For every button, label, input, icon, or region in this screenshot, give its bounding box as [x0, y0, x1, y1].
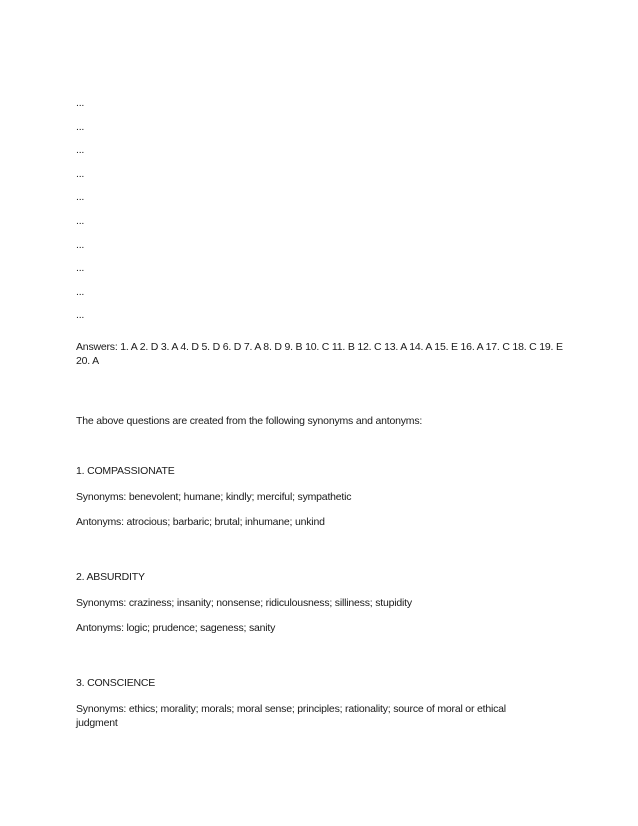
entry: [76, 570, 576, 635]
answer-key-line: Answers: 1. A 2. D 3. A 4. D 5. D 6. D 7. A 8. D 9. B 10. C 11. B 12. C 13. A 14. A 15. E 16. A 17. C 18. C 19. E: [76, 340, 563, 353]
ellipsis-line: ...: [76, 238, 85, 251]
ellipsis-list: [76, 96, 576, 332]
entry-heading: 3. CONSCIENCE: [76, 676, 156, 689]
entry-synonyms: Synonyms: craziness; insanity; nonsense; ridiculousness; silliness; stupidity: [76, 596, 412, 609]
entry-synonyms-line: Synonyms: ethics; morality; morals; moral sense; principles; rationality; source of moral or ethical: [76, 702, 506, 715]
entry-synonyms-line: judgment: [76, 716, 118, 729]
entry-antonyms: Antonyms: logic; prudence; sageness; sanity: [76, 621, 276, 634]
ellipsis-line: ...: [76, 144, 85, 157]
ellipsis-line: ...: [76, 214, 85, 227]
ellipsis-line: ...: [76, 120, 85, 133]
entry-heading: 1. COMPASSIONATE: [76, 464, 175, 477]
answer-key: [76, 340, 576, 368]
ellipsis-line: ...: [76, 285, 85, 298]
entry-heading: 2. ABSURDITY: [76, 570, 145, 583]
ellipsis-line: ...: [76, 167, 85, 180]
ellipsis-line: ...: [76, 309, 85, 322]
entry-synonyms: Synonyms: benevolent; humane; kindly; merciful; sympathetic: [76, 490, 352, 503]
answer-key-line: 20. A: [76, 354, 99, 367]
ellipsis-line: ...: [76, 262, 85, 275]
ellipsis-line: ...: [76, 191, 85, 204]
intro-paragraph: The above questions are created from the following synonyms and antonyms:: [76, 414, 423, 427]
entry-synonyms: [76, 702, 576, 730]
entry: [76, 464, 576, 529]
ellipsis-line: ...: [76, 97, 85, 109]
page-content: [76, 96, 576, 730]
entry-antonyms: Antonyms: atrocious; barbaric; brutal; inhumane; unkind: [76, 515, 325, 528]
entry: [76, 676, 576, 730]
